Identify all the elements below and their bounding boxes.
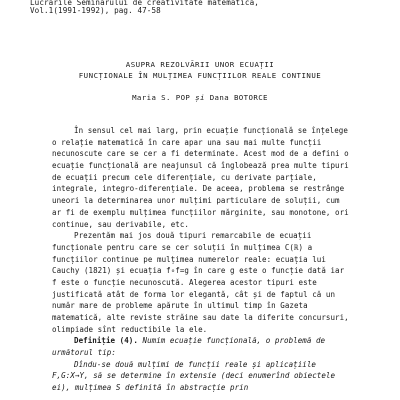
definition-line3: Dîndu-se două mulțimi de funcții reale și aplicațiile <box>74 359 316 369</box>
paper-title-line1: ASUPRA REZOLVĂRII UNOR ECUAȚII <box>125 60 275 69</box>
definition-line2: următorul tip: <box>52 348 116 358</box>
author-conjunction: și <box>195 93 205 102</box>
author-second: Dana BOTORCE <box>209 93 268 102</box>
paper-body <box>52 125 392 394</box>
definition-line1 <box>52 335 392 347</box>
p2-line: justificată atât de forma lor elegantă, cât și de faptul că un <box>52 289 336 299</box>
p2-line: funcțiilor continue pe mulțimea numerelor reale: ecuația lui <box>52 254 326 264</box>
definition-line4: F,G:X→Y, să se determine în extensie (deci enumerînd obiectele <box>52 371 336 381</box>
p1-line: o relație matematică în care apar una sau mai multe funcții <box>52 137 322 147</box>
p1-line: necunoscute care se cer a fi determinate. Acest mod de a defini o <box>52 149 349 159</box>
definition-label: Definiție (4). <box>74 336 138 346</box>
p2-line: funcționale pentru care se cer soluții în mulțimea C(ℝ) a <box>52 242 313 252</box>
definition-line5: ei), mulțimea S definită în abstracție prin <box>52 383 249 393</box>
journal-header-line1: Lucrările Seminarului de creativitate matematică, <box>30 0 259 7</box>
p1-line: integrale, integro-diferențiale. De aceea, problema se restrânge <box>52 184 345 194</box>
journal-header-line2: Vol.1(1991-1992), pag. 47-58 <box>30 6 161 15</box>
definition-text: Numim ecuație funcțională, o problemă de <box>142 336 326 346</box>
p2-line: f este o funcție necunoscută. Alegerea acestor tipuri este <box>52 277 317 287</box>
p1-line: continue, sau derivabile, etc. <box>52 219 189 229</box>
authors-line <box>0 93 400 102</box>
p2-line: olimpiade sînt reductibile la ele. <box>52 324 208 334</box>
p1-line: ar fi de exemplu mulțimea funcțiilor mărginite, sau monotone, ori <box>52 207 349 217</box>
p1-line: de ecuații precum cele diferențiale, cu derivate parțiale, <box>52 172 317 182</box>
p2-line: număr mare de probleme apărute în ultimul timp în Gazeta <box>52 301 308 311</box>
p1-line: ecuație funcțională are neajunsul că înglobează prea multe tipuri <box>52 161 349 171</box>
p1-line: În sensul cel mai larg, prin ecuație funcțională se înțelege <box>74 126 348 135</box>
p2-line: Cauchy (1821) și ecuația f∘f=g în care g este o funcție dată iar <box>52 266 345 276</box>
p2-line: Prezentăm mai jos două tipuri remarcabile de ecuații <box>74 231 312 241</box>
p2-line: matematică, alte reviste străine sau date la diferite concursuri, <box>52 313 349 322</box>
author-first: Maria S. POP <box>132 93 191 102</box>
p1-line: uneori la determinarea unor mulțimi particulare de soluții, cum <box>52 196 340 206</box>
paper-title-line2: FUNCȚIONALE ÎN MULȚIMEA FUNCȚIILOR REALE CONTINUE <box>78 71 322 80</box>
